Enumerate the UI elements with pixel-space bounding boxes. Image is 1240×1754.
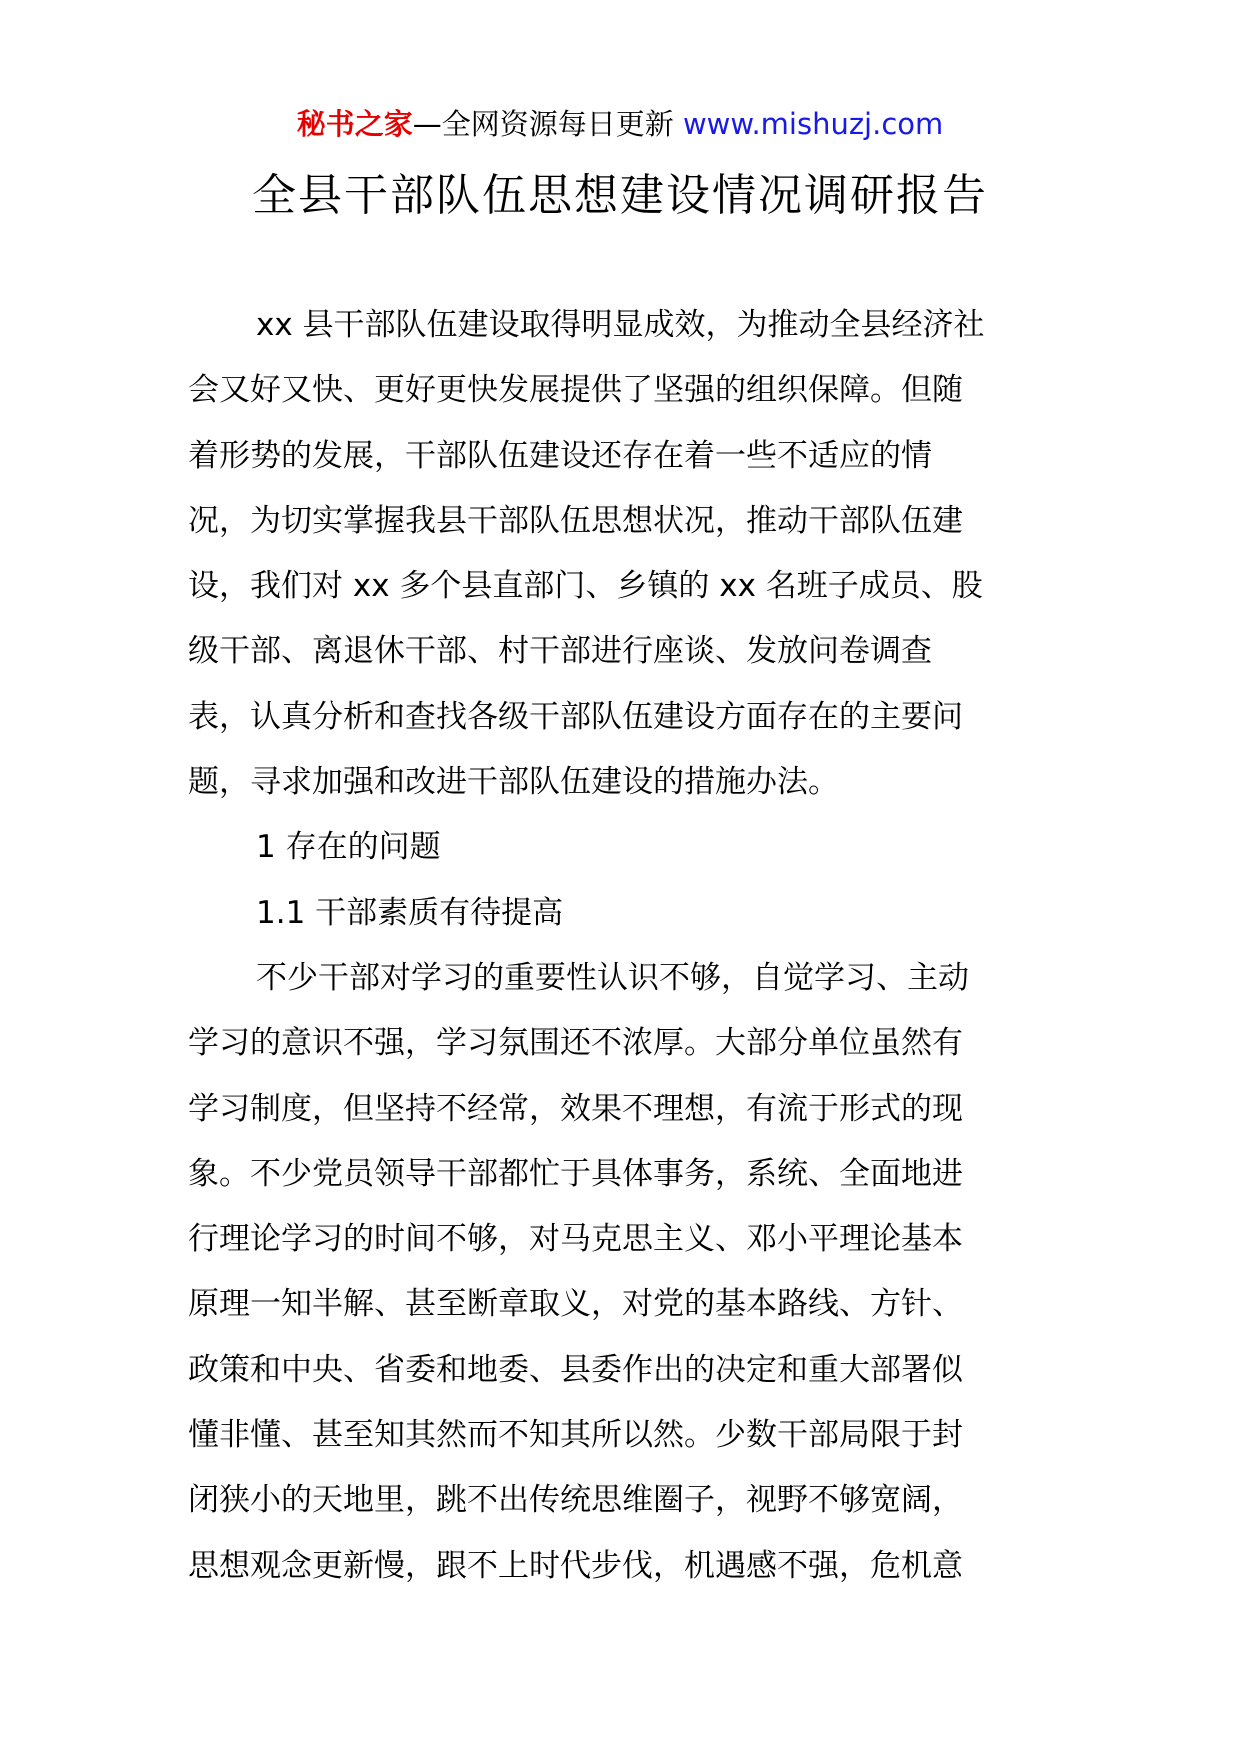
body-text-line: 政策和中央、省委和地委、县委作出的决定和重大部署似 <box>188 1351 963 1388</box>
body-text-line: 级干部、离退休干部、村干部进行座谈、发放问卷调查 <box>188 633 932 670</box>
body-text-line: xx 县干部队伍建设取得明显成效，为推动全县经济社 <box>256 307 985 343</box>
document-body <box>188 293 1044 1599</box>
body-text-line: 不少干部对学习的重要性认识不够，自觉学习、主动 <box>256 959 969 996</box>
brand-name: 秘书之家 <box>296 107 413 141</box>
body-text-line: 行理论学习的时间不够，对马克思主义、邓小平理论基本 <box>188 1221 963 1258</box>
body-text-line: 会又好又快、更好更快发展提供了坚强的组织保障。但随 <box>188 372 963 409</box>
body-text-line: 1 存在的问题 <box>256 829 441 866</box>
body-text-line: 学习的意识不强，学习氛围还不浓厚。大部分单位虽然有 <box>188 1025 963 1062</box>
body-text-line: 设，我们对 xx 多个县直部门、乡镇的 xx 名班子成员、股 <box>188 568 983 605</box>
body-text-line: 况，为切实掌握我县干部队伍思想状况，推动干部队伍建 <box>188 502 963 539</box>
body-text-line: 象。不少党员领导干部都忙于具体事务，系统、全面地进 <box>188 1155 963 1192</box>
body-text-line: 原理一知半解、甚至断章取义，对党的基本路线、方针、 <box>188 1286 963 1323</box>
body-text-line: 懂非懂、甚至知其然而不知其所以然。少数干部局限于封 <box>188 1417 963 1454</box>
body-text-line: 闭狭小的天地里，跳不出传统思维圈子，视野不够宽阔， <box>188 1482 963 1519</box>
body-text-line: 题，寻求加强和改进干部队伍建设的措施办法。 <box>188 764 839 801</box>
site-url-link[interactable]: www.mishuzj.com <box>682 107 944 141</box>
body-text-line: 表，认真分析和查找各级干部队伍建设方面存在的主要问 <box>188 698 963 735</box>
body-text-line: 着形势的发展，干部队伍建设还存在着一些不适应的情 <box>188 437 932 474</box>
body-text-line: 学习制度，但坚持不经常，效果不理想，有流于形式的现 <box>188 1090 963 1127</box>
body-text-line: 思想观念更新慢，跟不上时代步伐，机遇感不强，危机意 <box>188 1547 963 1584</box>
body-text-line: 1.1 干部素质有待提高 <box>256 894 564 931</box>
header-tagline: —全网资源每日更新 <box>412 107 683 141</box>
document-title: 全县干部队伍思想建设情况调研报告 <box>252 170 988 221</box>
site-header <box>0 104 1240 144</box>
